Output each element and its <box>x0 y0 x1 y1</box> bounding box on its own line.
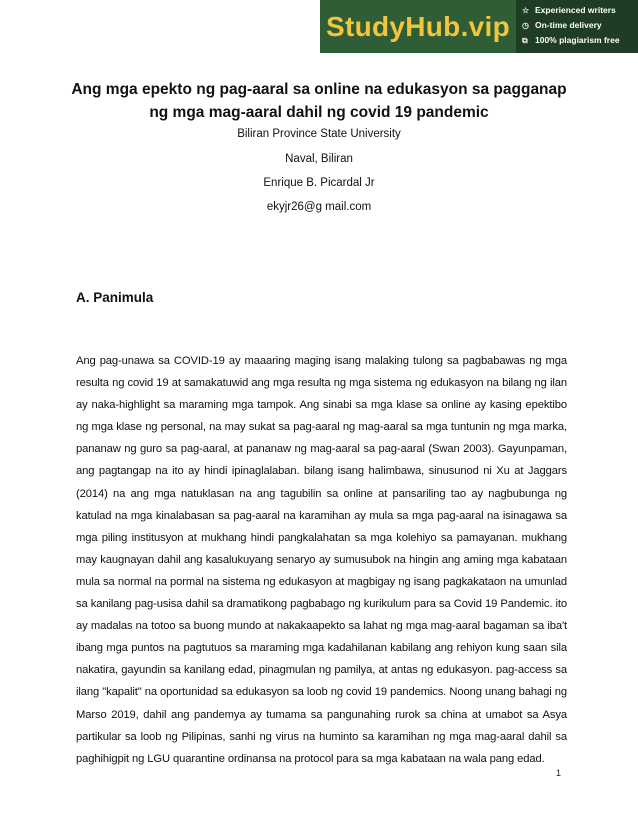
banner-feature-label: On-time delivery <box>535 20 602 30</box>
location: Naval, Biliran <box>285 153 353 165</box>
banner-feature-label: 100% plagiarism free <box>535 35 620 45</box>
clock-icon: ◷ <box>522 21 529 30</box>
document-title: Ang mga epekto ng pag-aaral sa online na edukasyon sa pagganap ng mga mag-aaral dahil ng covid 19 pandemic <box>71 81 567 121</box>
studyhub-logo-text: StudyHub.vip <box>325 10 511 42</box>
star-icon: ☆ <box>522 6 530 15</box>
copy-icon: ⧉ <box>522 36 528 45</box>
university-name: Biliran Province State University <box>237 128 401 140</box>
banner-feature-delivery <box>522 18 632 33</box>
studyhub-banner-ad[interactable] <box>320 0 638 53</box>
section-heading: A. Panimula <box>76 290 154 305</box>
author-name: Enrique B. Picardal Jr <box>263 177 375 189</box>
body-paragraph: Ang pag-unawa sa COVID-19 ay maaaring maging isang malaking tulong sa pagbabawas ng mga resulta ng covid 19 at samakatuwid ang mga resulta ng mga sistema ng edukasyon na bilang ng ilan ay naka-highlight sa maraming mga tampok. Ang sinabi sa mga klase sa online ay kasing epektibo ng mga klase ng personal, na may sukat sa pag-aaral ng mag-aaral sa mga tuntunin ng mga marka, pananaw ng guro sa pag-aaral, at pananaw ng mag-aaral sa pag-aaral (Swan 2003). Gayunpaman, ang pagtangap na ito ay hindi ipinaglalaban. bilang isang halimbawa, sinusunod ni Xu at Jaggars (2014) na ang mga natuklasan na ang tagubilin sa online at pansariling tao ay nagbubunga ng katulad na mga kinalabasan sa pag-aaral na karamihan ay mula sa mga pag-aaral na isinagawa sa mga piling institusyon at mukhang hindi pangkalahatan sa mga kolehiyo sa pamayanan. mukhang may kaugnayan dahil ang kasalukuyang senaryo ay sumusubok na hingin ang aming mga kabataan mula sa normal na pormal na sistema ng edukasyon at magbigay ng isang pagkakataon na umunlad sa kanilang pag-usisa dahil sa dramatikong pagbabago ng kurikulum para sa Covid 19 Pandemic. ito ay madalas na totoo sa buong mundo at nakakaapekto sa lahat ng mga mag-aaral bagaman sa iba't ibang mga puntos na pagtutuos sa maraming mga kadahilanan kabilang ang rehiyon kung saan sila nakatira, gayundin sa kanilang edad, pinagmulan ng pamilya, at antas ng edukasyon. pag-access sa ilang "kapalit" na oportunidad sa edukasyon sa loob ng covid 19 pandemics. Noong unang bahagi ng Marso 2019, dahil ang pandemya ay tumama sa pangunahing rurok sa china at umabot sa Asya partikular sa loob ng Pilipinas, sanhi ng virus na huminto sa karamihan ng mga mag-aaral dahil sa paghihigpit ng LGU quarantine ordinansa na protocol para sa mga kabataan na wala pang edad. <box>76 355 567 765</box>
banner-feature-writers <box>522 3 632 18</box>
author-email: ekyjr26@g mail.com <box>266 201 372 213</box>
banner-feature-plagiarism <box>522 33 632 48</box>
page-number: 1 <box>556 768 562 778</box>
banner-feature-list <box>516 0 638 53</box>
banner-feature-label: Experienced writers <box>535 5 616 15</box>
studyhub-logo[interactable] <box>320 0 516 53</box>
